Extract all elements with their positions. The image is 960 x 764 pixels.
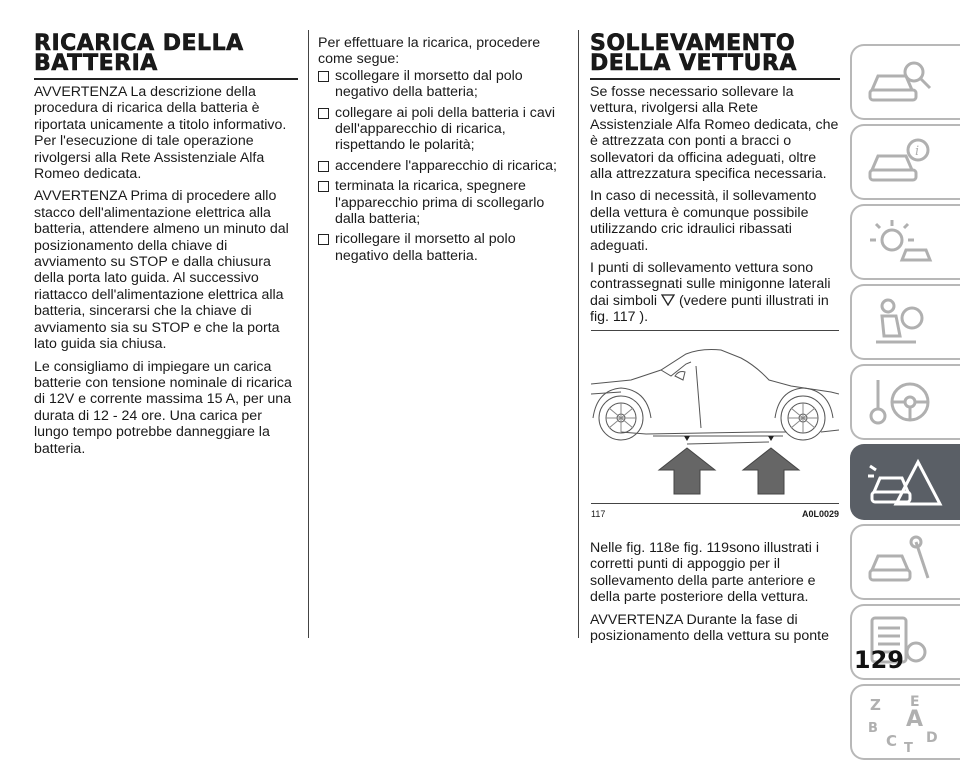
lift-point-triangle-icon (661, 294, 675, 306)
checkbox-bullet-icon (318, 181, 329, 192)
section-heading-battery: RICARICA DELLA BATTERIA (34, 34, 298, 80)
chapter-tab-car-search[interactable] (850, 44, 960, 120)
lift-arrow-rear (743, 448, 799, 494)
car-wrench-icon (866, 532, 936, 592)
svg-text:T: T (904, 741, 913, 756)
paragraph: AVVERTENZA Prima di procedere allo stacco dell'alimentazione elettrica alla batteria, attendere almeno un minuto dal posizionamento della chiave di avviamento su STOP e dalla chiusura della porta lato guida. Al successivo riattacco dell'alimentazione elettrica alla batteria, sincerarsi che la chiave di avviamento sia su STOP e che la porta lato guida sia chiusa. (34, 188, 289, 353)
lift-arrow-front (659, 448, 715, 494)
dashboard-lights-icon (866, 212, 936, 272)
car-search-icon (866, 52, 936, 112)
paragraph: Nelle fig. 118e fig. 119sono illustrati i corretti punti di appoggio per il sollevamento della parte anteriore e della parte posteriore della vettura. (590, 540, 819, 606)
middle-column (318, 35, 566, 264)
chapter-tab-index[interactable] (850, 684, 960, 760)
figure-caption (591, 503, 839, 519)
car-lift-points-figure (591, 336, 839, 500)
car-warning-icon (866, 452, 946, 516)
chapter-tab-safety[interactable] (850, 284, 960, 360)
svg-text:Z: Z (870, 696, 881, 714)
checkbox-bullet-icon (318, 161, 329, 172)
paragraph: Le consigliamo di impiegare un carica batterie con tensione nominale di ricarica di 12V e corrente massima 15 A, per una durata di 12 - 24 ore. Una carica per lungo tempo potrebbe danneggiare la batteria. (34, 358, 292, 457)
list-item: ricollegare il morsetto al polo negativo della batteria. (318, 231, 566, 264)
index-az-icon (866, 692, 946, 756)
svg-text:D: D (926, 730, 938, 746)
key-steering-icon (866, 372, 936, 432)
paragraph: AVVERTENZA La descrizione della procedura di ricarica della batteria è riportata unicamente a titolo informativo. Per l'esecuzione di tale operazione rivolgersi alla Rete Assistenziale Alfa Romeo dedicata. (34, 84, 287, 183)
chapter-tab-car-info[interactable] (850, 124, 960, 200)
figure-number: 117 (591, 509, 606, 519)
right-column-continued (590, 540, 840, 650)
svg-text:A: A (906, 707, 924, 732)
checkbox-bullet-icon (318, 234, 329, 245)
checkbox-bullet-icon (318, 71, 329, 82)
chapter-tab-start[interactable] (850, 364, 960, 440)
svg-text:C: C (886, 732, 898, 750)
svg-text:E: E (910, 694, 920, 710)
right-column (590, 31, 840, 332)
list-item: terminata la ricarica, spegnere l'apparecchio prima di scollegarlo dalla batteria; (318, 178, 566, 227)
list-item: collegare ai poli della batteria i cavi dell'apparecchio di ricarica, rispettando le polarità; (318, 105, 566, 154)
chapter-tab-emergency[interactable] (850, 444, 960, 520)
paragraph: In caso di necessità, il sollevamento della vettura è comunque possibile utilizzando cric idraulici ribassati adeguati. (590, 188, 817, 254)
section-heading-lifting: SOLLEVAMENTO DELLA VETTURA (590, 34, 840, 80)
airbag-safety-icon (866, 292, 936, 352)
chapter-tab-dashboard[interactable] (850, 204, 960, 280)
paragraph-with-symbol: I punti di sollevamento vettura sono contrassegnati sulle minigonne laterali dai simboli (vedere punti illustrati in fig. 117 ). (590, 260, 831, 326)
checkbox-bullet-icon (318, 108, 329, 119)
figure-top-rule (591, 330, 839, 331)
left-column (34, 31, 298, 463)
svg-text:i: i (915, 144, 920, 159)
list-item: scollegare il morsetto dal polo negativo della batteria; (318, 68, 566, 101)
page-number: 129 (853, 646, 904, 674)
list-item: accendere l'apparecchio di ricarica; (318, 158, 566, 174)
svg-text:B: B (868, 721, 878, 736)
car-info-icon (866, 132, 936, 192)
paragraph: AVVERTENZA Durante la fase di posizionamento della vettura su ponte (590, 611, 829, 645)
steps-intro: Per effettuare la ricarica, procedere come segue: (318, 35, 541, 68)
column-divider-right (578, 30, 579, 638)
column-divider-left (308, 30, 309, 638)
paragraph: Se fosse necessario sollevare la vettura, rivolgersi alla Rete Assistenziale Alfa Romeo dedicata, che è attrezzata con ponti a bracci o sollevatori da officina adeguati, oltre alla attrezzatura specifica necessaria. (590, 84, 839, 183)
figure-code: A0L0029 (801, 509, 839, 519)
chapter-tab-maintenance[interactable] (850, 524, 960, 600)
